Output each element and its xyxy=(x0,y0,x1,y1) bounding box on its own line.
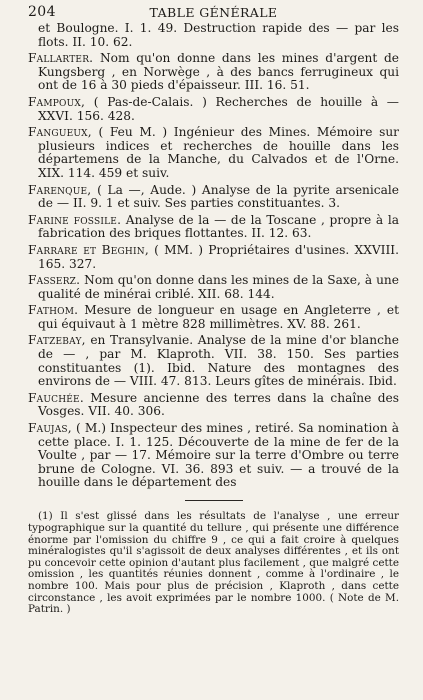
entry-text: ( Pas-de-Calais. ) Recherches de houille à — XXVI. 156. 428. xyxy=(38,94,399,123)
index-entries xyxy=(28,22,399,490)
entry-text: ( MM. ) Propriétaires d'usines. XXVIII. 165. 327. xyxy=(38,242,399,271)
entry-headword: Fampoux, xyxy=(28,94,86,109)
entry-text: ( M.) Inspecteur des mines , retiré. Sa nomination à cette place. I. 1. 125. Découverte de la mine de fer de la Voulte , par — 17. Mémoire sur la terre d'Ombre ou terre brune de Cologne. VI. 36. 893 et suiv. — a trouvé de la houille dans le département des xyxy=(38,421,399,490)
entry-text: et Boulogne. I. 1. 49. Destruction rapide des — par les flots. II. 10. 62. xyxy=(38,21,399,49)
index-entry-fatzebay xyxy=(28,334,399,388)
entry-text: Mesure ancienne des terres dans la chaîne des Vosges. VII. 40. 306. xyxy=(38,390,399,419)
index-entry-faujas xyxy=(28,422,399,490)
entry-text: Mesure de longueur en usage en Angleterre , et qui équivaut à 1 mètre 828 millimètres. XV. 88. 261. xyxy=(38,303,399,331)
entry-text: Analyse de la — de la Toscane , propre à la fabrication des briques flottantes. II. 12. 63. xyxy=(38,212,399,241)
entry-headword: Fathom. xyxy=(28,303,79,318)
entry-text: Nom qu'on donne dans les mines d'argent de Kungsberg , en Norwège , à des bancs ferrugineux qui ont de 16 à 30 pieds d'épaisseur. III. 16. 51. xyxy=(38,51,399,93)
page-number: 204 xyxy=(28,4,56,20)
entry-text: ( Feu M. ) Ingénieur des Mines. Mémoire sur plusieurs indices et recherches de houille dans les départemens de la Manche, du Calvados et de l'Orne. XIX. 114. 459 et suiv. xyxy=(38,125,399,180)
index-entry-fasserz xyxy=(28,274,399,301)
index-entry-farine-fossile xyxy=(28,214,399,241)
running-title: TABLE GÉNÉRALE xyxy=(149,5,278,20)
footnote-divider xyxy=(185,500,243,501)
entry-headword: Farenque, xyxy=(28,182,92,197)
entry-headword: Farine fossile. xyxy=(28,212,122,227)
entry-text: ( La —, Aude. ) Analyse de la pyrite arsenicale de — II. 9. 1 et suiv. Ses parties constituantes. 3. xyxy=(38,182,399,211)
entry-headword: Fallarter. xyxy=(28,51,94,66)
index-entry-fauchee xyxy=(28,392,399,419)
index-entry-farenque xyxy=(28,184,399,211)
entry-headword: Faujas, xyxy=(28,421,72,436)
page-header xyxy=(28,4,399,22)
entry-headword: Fasserz. xyxy=(28,273,81,288)
index-entry-fallarter xyxy=(28,52,399,93)
entry-headword: Farrare et Beghin, xyxy=(28,242,149,257)
entry-headword: Fatzebay, xyxy=(28,333,86,348)
entry-headword: Fauchée. xyxy=(28,390,84,405)
entry-headword: Fangueux, xyxy=(28,125,92,140)
index-entry-fangueux xyxy=(28,126,399,180)
entry-text: en Transylvanie. Analyse de la mine d'or blanche de — , par M. Klaproth. VII. 38. 150. Ses parties constituantes (1). Ibid. Nature des montagnes des environs de — VIII. 47. 813. Leurs gîtes de minérais. Ibid. xyxy=(38,333,399,389)
entry-text: Nom qu'on donne dans les mines de la Saxe, à une qualité de minérai criblé. XII. 68. 144. xyxy=(38,273,399,301)
footnote: (1) Il s'est glissé dans les résultats de l'analyse , une erreur typographique sur la quantité du tellure , qui présente une différence énorme par l'omission du chiffre 9 , ce qui a fait croire à quelques minéralogistes qu'il s'agissoit de deux analyses différentes , et ils ont pu concevoir cette opinion d'autant plus facilement , que malgré cette omission , les quantités réunies donnent , comme à l'ordinaire , le nombre 100. Mais pour plus de précision , Klaproth , dans cette circonstance , les avoit exprimées par le nombre 1000. ( Note de M. Patrin. ) xyxy=(28,510,399,616)
index-entry-fampoux xyxy=(28,96,399,123)
index-entry-continued xyxy=(28,22,399,49)
index-entry-farrare-beghin xyxy=(28,244,399,271)
index-entry-fathom xyxy=(28,304,399,331)
